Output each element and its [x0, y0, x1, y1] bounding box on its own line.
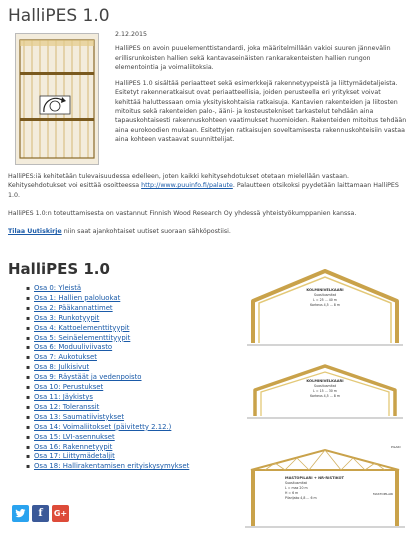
newsletter-text: niin saat ajankohtaiset uutiset suoraan sähköpostiisi. [61, 228, 231, 235]
diagram-3-subtitle: Suositusmitat [285, 481, 307, 485]
toc-item-link[interactable]: Osa 11: Jäykistys [34, 392, 93, 401]
toc-item-link[interactable]: Osa 6: Moduuliviivasto [34, 343, 113, 352]
diagram-3-height: H = 6 m [285, 491, 299, 495]
hero-diagram [15, 33, 99, 165]
intro-paragraph-1: HalliPES on avoin puuelementtistandardi, joka määritelmillään vakioi suuren jännevälin erillisrunkoisten hallien sekä kantavaseinäisten rankarakenteisten hallien rungon elementointia ja voimaliitoksia. [115, 45, 391, 71]
feedback-link[interactable]: http://www.puuinfo.fi/palaute [141, 182, 233, 190]
toc-item[interactable] [28, 433, 248, 443]
diagram-3-column-spacing: Pilarijako 4,8 ... 6 m [285, 496, 317, 500]
toc-item-link[interactable]: Osa 3: Runkotyypit [34, 313, 100, 322]
feedback-paragraph [8, 172, 408, 200]
credits-paragraph: HalliPES 1.0:n toteuttamisesta on vastannut Finnish Wood Research Oy yhdessä yhteistyökumppanien kanssa. [8, 210, 357, 217]
toc-item-link[interactable]: Osa 9: Räystäät ja vedenpoisto [34, 373, 142, 382]
page-title: HalliPES 1.0 [8, 6, 110, 26]
toc-item-link[interactable]: Osa 0: Yleistä [34, 284, 82, 292]
toc-item[interactable] [28, 452, 248, 462]
feedback-text-after: . Palautteen otsikoksi pyydetään laittamaan HalliPES 1.0. [8, 182, 399, 199]
facebook-icon[interactable]: f [32, 505, 49, 522]
google-plus-icon[interactable]: G+ [52, 505, 69, 522]
diagram-3-title: MASTOPILARI + NR-RISTIKOT [285, 476, 344, 480]
toc-item-link[interactable]: Osa 4: Kattoelementtityypit [34, 323, 130, 332]
twitter-icon[interactable] [12, 505, 29, 522]
diagram-three-hinged-arch-2 [245, 360, 405, 420]
intro-block [115, 30, 407, 151]
toc-item-link[interactable]: Osa 7: Aukotukset [34, 353, 97, 362]
toc-item[interactable] [28, 462, 248, 472]
diagram-2-span: L = 15 ... 30 m [313, 389, 337, 393]
toc-item-link[interactable]: Osa 10: Perustukset [34, 383, 104, 392]
diagram-3-top-label: PILARI [391, 445, 401, 449]
toc-item[interactable] [28, 304, 248, 314]
toc-item[interactable] [28, 363, 248, 373]
toc-item[interactable] [28, 324, 248, 334]
toc-item[interactable] [28, 373, 248, 383]
toc-item[interactable] [28, 353, 248, 363]
toc-item-link[interactable]: Osa 2: Pääkannattimet [34, 303, 113, 312]
toc-item[interactable] [28, 294, 248, 304]
publish-date: 2.12.2015 [115, 31, 148, 38]
toc-item[interactable] [28, 334, 248, 344]
toc-item-link[interactable]: Osa 16: Rakennetyypit [34, 442, 113, 451]
diagram-2-height: Korkeus 4,5 ... 8 m [310, 394, 340, 398]
toc-item[interactable] [28, 284, 248, 294]
toc-item[interactable] [28, 314, 248, 324]
diagram-mast-column-truss [245, 440, 405, 530]
diagram-3-span: L = max 20 m [285, 486, 308, 490]
toc-item[interactable] [28, 343, 248, 353]
toc-item[interactable] [28, 393, 248, 403]
toc-item-link[interactable]: Osa 13: Saumatiivistykset [34, 412, 125, 421]
newsletter-link[interactable]: Tilaa Uutiskirje [8, 228, 62, 235]
diagram-three-hinged-arch-1 [245, 265, 405, 347]
diagram-2-subtitle: Suositusmitat [314, 384, 336, 388]
toc-item[interactable] [28, 383, 248, 393]
social-share-bar [12, 505, 69, 522]
diagram-3-side-label: MASTOPILARI [373, 492, 394, 496]
table-of-contents [28, 284, 248, 472]
feedback-text-before: HalliPES:iä kehitetään tulevaisuudessa edelleen, joten kaikki kehitysehdotukset otetaan mielellään vastaan. Kehitysehdotukset voi esittää osoitteessa [8, 173, 349, 190]
toc-item-link[interactable]: Osa 15: LVI-asennukset [34, 432, 115, 441]
toc-item-link[interactable]: Osa 14: Voimaliitokset (päivitetty 2.12.) [34, 422, 172, 431]
toc-item-link[interactable]: Osa 18: Hallirakentamisen erityiskysymykset [34, 462, 190, 471]
toc-item[interactable] [28, 423, 248, 433]
diagram-1-span: L = 25 ... 40 m [313, 298, 337, 302]
toc-item[interactable] [28, 413, 248, 423]
diagram-1-subtitle: Suositusmitat [314, 293, 336, 297]
section-title: HalliPES 1.0 [8, 260, 110, 278]
toc-item-link[interactable]: Osa 5: Seinäelementtityypit [34, 333, 131, 342]
diagram-1-height: Korkeus 4,5 ... 8 m [310, 303, 340, 307]
intro-paragraph-2: HalliPES 1.0 sisältää periaatteet sekä esimerkkejä rakennetyypeistä ja liittymädetaljeista. Esitetyt rakenneratkaisut ovat periaatteellisia, joiden perusteella eri yritykset voivat kehittää haluttessaan omia yksityiskohtaisia ratkaisuja. Kantavien rakenteiden ja liitosten mitoitus sekä rakenteiden palo-, ääni- ja kosteustekniset tarkastelut tehdään aina tapauskohtaisesti rakennuskohteen vaatimukset huomioiden. Rakenteiden mitoitus tehdään aina eurokoodien mukaan. Esitettyjen ratkaisujen soveltamisesta rakennuskohteisiin vastaa aina kohteen vastaavat suunnittelijat. [115, 80, 407, 143]
diagram-1-title: KOLMINIVELKAARI [306, 288, 344, 292]
toc-item[interactable] [28, 403, 248, 413]
toc-item-link[interactable]: Osa 12: Toleranssit [34, 402, 100, 411]
newsletter-paragraph [8, 227, 408, 236]
toc-item-link[interactable]: Osa 1: Hallien paloluokat [34, 293, 121, 302]
diagram-2-title: KOLMINIVELKAARI [306, 379, 344, 383]
toc-item[interactable] [28, 443, 248, 453]
structure-plan-image [16, 34, 98, 164]
toc-item-link[interactable]: Osa 17: Liittymädetaljit [34, 452, 115, 461]
toc-item-link[interactable]: Osa 8: Julkisivut [34, 363, 90, 372]
